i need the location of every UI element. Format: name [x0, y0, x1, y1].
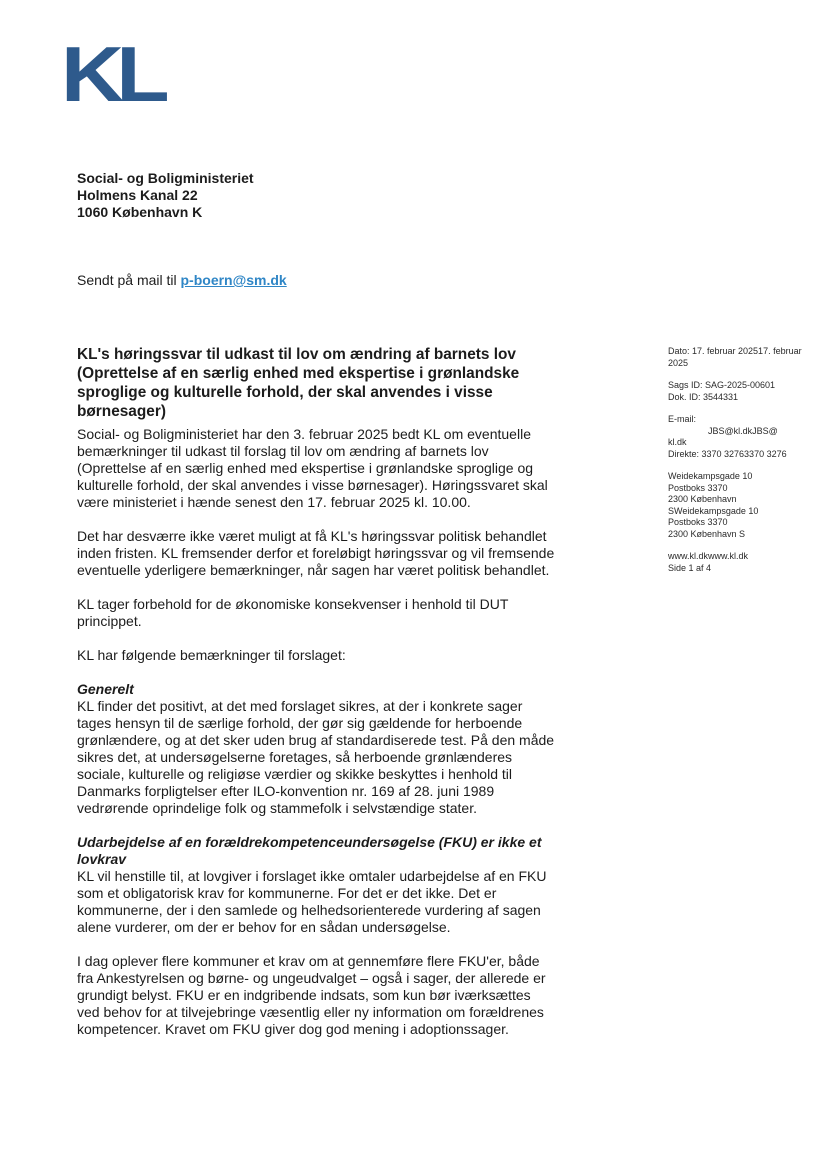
meta-date: Dato: 17. februar 202517. februar 2025 [668, 346, 802, 368]
meta-email-label: E-mail: [668, 414, 697, 424]
paragraph-intro: Social- og Boligministeriet har den 3. februar 2025 bedt KL om eventuelle bemærkninger til udkast til forslag til lov om ændring af barnets lov (Oprettelse af en særlig enhed med ekspertise i grønlandske sproglige og kulturelle forhold, der skal anvendes i visse børnesager). Høringssvaret skal være ministeriet i hænde senest den 17. februar 2025 kl. 10.00. [77, 426, 548, 510]
meta-address-line: 2300 København [668, 494, 737, 504]
sent-by-mail [77, 272, 287, 288]
letter-title: KL's høringssvar til udkast til lov om ændring af barnets lov (Oprettelse af en særlig enhed med ekspertise i grønlandske sproglige og kulturelle forhold, der skal anvendes i visse børnesager) [77, 346, 520, 420]
meta-direct-phone: Direkte: 3370 32763370 3276 [668, 448, 787, 459]
paragraph-fku-demands: I dag oplever flere kommuner et krav om at gennemføre flere FKU'er, både fra Ankestyrelsen og børne- og ungeudvalget – også i sager, der allerede er grundigt belyst. FKU er en indgribende indsats, som kun bør iværksættes ved behov for at tilvejebringe væsentlig eller ny information om forældrenes kompetencer. Kravet om FKU giver dog god mening i adoptionssager. [77, 953, 546, 1037]
meta-doc-id: Dok. ID: 3544331 [668, 391, 739, 402]
section-heading-generelt: Generelt [77, 681, 134, 697]
paragraph-remarks: KL har følgende bemærkninger til forslaget: [77, 647, 346, 663]
meta-website: www.kl.dkwww.kl.dk [668, 551, 749, 561]
recipient-city: 1060 København K [77, 204, 203, 220]
meta-email-value: JBS@kl.dkJBS@ [708, 425, 778, 436]
recipient-street: Holmens Kanal 22 [77, 187, 198, 203]
paragraph-dut: KL tager forbehold for de økonomiske konsekvenser i henhold til DUT princippet. [77, 596, 509, 629]
sent-prefix: Sendt på mail til [77, 272, 181, 288]
section-body-generelt: KL finder det positivt, at det med forslaget sikres, at der i konkrete sager tages hensyn til de særlige forhold, der gør sig gældende for herboende grønlændere, og at det sker uden brug af standardiserede test. På den måde sikres det, at undersøgelserne foretages, så herboende grønlænderes sociale, kulturelle og religiøse værdier og skikke beskyttes i henhold til Danmarks forpligtelser efter ILO-konvention nr. 169 af 28. juni 1989 vedrørende oprindelige folk og stammefolk i selvstændige stater. [77, 698, 555, 816]
meta-email-cont: kl.dk [668, 437, 687, 447]
document-metadata [668, 346, 808, 585]
section-body-fku: KL vil henstille til, at lovgiver i forslaget ikke omtaler udarbejdelse af en FKU som et obligatorisk krav for kommunerne. For det er det ikke. Det er kommunerne, der i den samlede og helhedsorienterede vurdering af sagen alene vurderer, om der er behov for en sådan undersøgelse. [77, 868, 547, 935]
meta-address-line: SWeidekampsgade 10 [668, 505, 759, 516]
recipient-name: Social- og Boligministeriet [77, 170, 254, 186]
meta-address-line: Postboks 3370 [668, 482, 728, 493]
recipient-email-link[interactable]: p-boern@sm.dk [180, 272, 287, 288]
letter-body [77, 345, 555, 1055]
meta-address-line: Postboks 3370 [668, 517, 728, 527]
kl-logo: KL [61, 30, 162, 118]
meta-case-id: Sags ID: SAG-2025-00601 [668, 380, 776, 390]
section-heading-fku: Udarbejdelse af en forældrekompetenceundersøgelse (FKU) er ikke et lovkrav [77, 834, 542, 867]
meta-address-line: Weidekampsgade 10 [668, 471, 753, 481]
meta-page-number: Side 1 af 4 [668, 562, 712, 573]
meta-address-line: 2300 København S [668, 528, 746, 539]
paragraph-political: Det har desværre ikke været muligt at få KL's høringssvar politisk behandlet inden fristen. KL fremsender derfor et foreløbigt høringssvar og vil fremsende eventuelle yderligere bemærkninger, når sagen har været politisk behandlet. [77, 528, 555, 578]
recipient-address [77, 170, 254, 221]
